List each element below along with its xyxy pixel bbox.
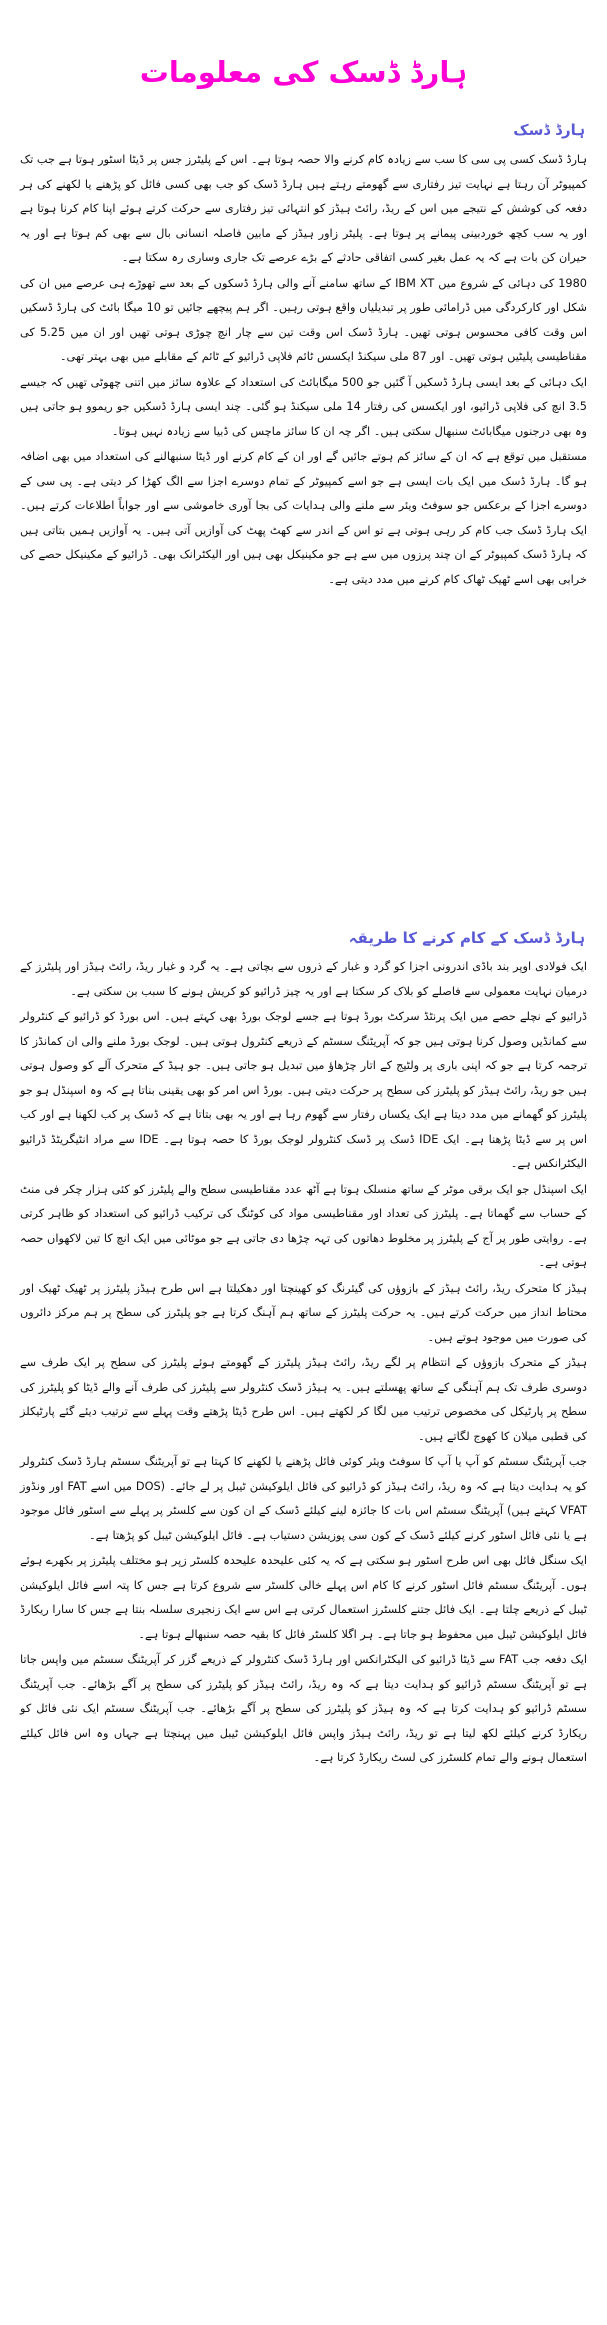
paragraph: مستقبل میں توقع ہے کہ ان کے سائز کم ہوتے جائیں گے اور ان کے کام کرنے اور ڈیٹا سنبھالنے کی استعداد میں بھی اضافہ ہو گا۔ ہارڈ ڈسک میں ایک بات ایسی ہے جو اسے کمپیوٹر کے تمام دوسرے اجزا سے الگ کھڑا کر دیتی ہے۔ پی سی کے دوسرے اجزا کے برعکس جو سوفٹ ویئر سے ملنے والی ہدایات کی بجا آوری خاموشی سے اور جواباً اطلاعات کرتے ہیں۔ ایک ہارڈ ڈسک جب کام کر رہی ہوتی ہے تو اس کے اندر سے کھٹ پھٹ کی آوازیں آتی ہیں۔ یہ آوازیں ہمیں بتاتی ہیں کہ ہارڈ ڈسک کمپیوٹر کے ان چند پرزوں میں سے ہے جو مکینیکل بھی ہیں اور الیکٹرانک بھی۔ ڈرائیو کے مکینیکل حصے کی خرابی بھی اسے ٹھیک ٹھاک کام کرنے میں مدد دیتی ہے۔ — [20, 450, 587, 586]
paragraph: ایک دہائی کے بعد ایسی ہارڈ ڈسکیں آ گئیں جو 500 میگابائٹ کی استعداد کے علاوہ سائز میں اتنی چھوٹی تھیں کہ جیسے 3.5 انچ کی فلاپی ڈرائیو، اور ایکسس کی رفتار 14 ملی سیکنڈ ہو گئی۔ چند ایسی ہارڈ ڈسکیں جو ریموو ہو جاتی ہیں وہ بھی درجنوں میگابائٹ سنبھال سکتی ہیں۔ اگر چہ ان کا سائز ماچس کی ڈبیا سے زیادہ نہیں ہوتا۔ — [20, 375, 587, 438]
paragraph: ایک اسپنڈل جو ایک برقی موٹر کے ساتھ منسلک ہوتا ہے آٹھ عدد مقناطیسی سطح والے پلیٹرز کو کئی ہزار چکر فی منٹ کے حساب سے گھماتا ہے۔ پلیٹرز کی تعداد اور مقناطیسی مواد کی کوٹنگ کی ترکیب ڈرائیو کی استعداد کو ظاہر کرتی ہے۔ روایتی طور پر آج کے پلیٹرز پر مخلوط دھاتوں کی تہہ چڑھا دی جاتی ہے جو موٹائی میں ایک انچ کا تین لاکھواں حصہ ہوتی ہے۔ — [20, 1182, 587, 1269]
paragraph: ایک سنگل فائل بھی اس طرح اسٹور ہو سکتی ہے کہ یہ کئی علیحدہ علیحدہ کلسٹر زپر ہو مختلف پلیٹرز پر بکھرے ہوئے ہوں۔ آپریٹنگ سسٹم فائل اسٹور کرنے کا کام اس پہلے خالی کلسٹر سے شروع کرتا ہے جس کا پتہ اسے فائل ایلوکیشن ٹیبل کے ذریعے چلتا ہے۔ ایک فائل جتنے کلسٹرز استعمال کرتی ہے اس سے ایک زنجیری سلسلہ بنتا ہے جس کا سارا ریکارڈ فائل ایلوکیشن ٹیبل میں محفوظ ہو جاتا ہے۔ ہر اگلا کلسٹر فائل کا بقیہ حصہ سنبھالے ہوتا ہے۔ — [20, 1554, 587, 1641]
paragraph: ڈرائیو کے نچلے حصے میں ایک پرنٹڈ سرکٹ بورڈ ہوتا ہے جسے لوجک بورڈ بھی کہتے ہیں۔ اس بورڈ کو ڈرائیو کے کنٹرولر سے کمانڈیں وصول کرنا ہوتی ہیں جو کہ آپریٹنگ سسٹم کے ذریعے کنٹرول ہوتی ہیں۔ لوجک بورڈ ملنے والی ان کمانڈز کا ترجمہ کرتا ہے جو کہ اپنی باری پر ولٹیج کے اتار چڑھاؤ میں تبدیل ہو جاتی ہیں۔ جو ہیڈ کے متحرک آلے کو وصول ہوتی ہیں جو ریڈ، رائٹ ہیڈز کو پلیٹرز کی سطح پر حرکت دیتی ہیں۔ بورڈ اس امر کو بھی یقینی بناتا ہے کہ وہ اسپنڈل ہو جو پلیٹرز کو گھمانے میں مدد دیتا ہے ایک یکساں رفتار سے گھوم رہا ہے اور یہ بھی بتاتا ہے کہ ڈسک پر کب لکھنا ہے اور کب اس پر سے ڈیٹا پڑھنا ہے۔ ایک IDE ڈسک پر ڈسک کنٹرولر لوجک بورڈ کا حصہ ہوتا ہے۔ IDE سے مراد انٹیگریٹڈ ڈرائیو الیکٹرانکس ہے۔ — [20, 1010, 587, 1170]
paragraph: ہارڈ ڈسک کسی پی سی کا سب سے زیادہ کام کرنے والا حصہ ہوتا ہے۔ اس کے پلیٹرز جس پر ڈیٹا اسٹور ہوتا ہے جب تک کمپیوٹر آن رہتا ہے نہایت تیز رفتاری سے گھومتے رہتے ہیں ہارڈ ڈسک کو جب بھی کسی فائل کو پڑھنے یا لکھنے کی ہر دفعہ کی کوشش کے نتیجے میں اس کے ریڈ، رائٹ ہیڈز کو انتہائی تیز رفتاری سے حرکت کرتے ہوئے اپنا کام کرنا ہوتا ہے اور یہ سب کچھ خوردبینی پیمانے پر ہوتا ہے۔ پلیٹر زاور ہیڈز کے مابین فاصلہ انسانی بال سے بھی کم ہوتا ہے اور یہ حیران کن بات ہے کہ یہ عمل بغیر کسی اتفاقی حادثے کے بڑے عرصے تک جاری وساری رہ سکتا ہے۔ — [20, 153, 587, 264]
section-heading-hard-disk: ہارڈ ڈسک — [513, 121, 585, 139]
section-body-hard-disk — [20, 148, 587, 593]
paragraph: ایک دفعہ جب FAT سے ڈیٹا ڈرائیو کی الیکٹرانکس اور ہارڈ ڈسک کنٹرولر کے ذریعے گزر کر آپریٹنگ سسٹم میں واپس جاتا ہے تو آپریٹنگ سسٹم ڈرائیو کو ہدایت دیتا ہے کہ وہ ریڈ، رائٹ ہیڈز کو پلیٹرز کی سطح پر آگے بڑھائے۔ جب آپریٹنگ سسٹم ڈرائیو کو ہدایت کرتا ہے کہ وہ ہیڈز کو پلیٹرز کی سطح پر آگے بڑھائے۔ جب آپریٹنگ سسٹم ایک نئی فائل کو ریکارڈ کرنے کیلئے لکھ لیتا ہے تو ریڈ، رائٹ ہیڈز واپس فائل ایلوکیشن ٹیبل میں پہنچتا ہے جہاں وہ اس فائل کیلئے استعمال ہونے والے تمام کلسٹرز کی لسٹ ریکارڈ کرتا ہے۔ — [20, 1653, 587, 1764]
paragraph: ہیڈز کا متحرک ریڈ، رائٹ ہیڈز کے بازوؤں کی گیئرنگ کو کھینچتا اور دھکیلتا ہے اس طرح ہیڈز پلیٹرز پر ٹھیک ٹھیک اور محتاط انداز میں حرکت کرتے ہیں۔ یہ حرکت پلیٹرز کے ساتھ ہم آہنگ کرتا ہے جو پلیٹرز کی سطح پر ہم مرکز دائروں کی صورت میں موجود ہوتے ہیں۔ — [20, 1281, 587, 1344]
section-body-how-it-works — [20, 955, 587, 1772]
section-heading-how-it-works: ہارڈ ڈسک کے کام کرنے کا طریقہ — [348, 929, 585, 947]
paragraph: جب آپریٹنگ سسٹم کو آپ یا آپ کا سوفٹ ویئر کوئی فائل پڑھنے یا لکھنے کا کہتا ہے تو آپریٹنگ سسٹم ہارڈ ڈسک کنٹرولر کو یہ ہدایت دیتا ہے کہ وہ ریڈ، رائٹ ہیڈز کو ڈرائیو کی فائل ایلوکیشن ٹیبل پر لے جائے۔ (DOS میں اسے FAT اور ونڈوز VFAT کہتے ہیں) آپریٹنگ سسٹم اس بات کا جائزہ لینے کیلئے ڈسک کے ان کون سے کلسٹر پر پہلے سے اسٹور فائل موجود ہے یا نئی فائل اسٹور کرنے کیلئے ڈسک کے کون سی پوزیشن دستیاب ہے۔ فائل ایلوکیشن ٹیبل کو پڑھتا ہے۔ — [20, 1455, 588, 1542]
paragraph: ایک فولادی اوپر بند باڈی اندرونی اجزا کو گرد و غبار کے ذروں سے بچاتی ہے۔ یہ گرد و غبار ریڈ، رائٹ ہیڈز اور پلیٹرز کے درمیان نہایت معمولی سے فاصلے کو بلاک کر سکتا ہے اور یہ چیز ڈرائیو کو کریش ہونے کا سبب بن سکتی ہے۔ — [20, 960, 587, 998]
paragraph: ہیڈز کے متحرک بازوؤں کے انتظام پر لگے ریڈ، رائٹ ہیڈز پلیٹرز کے گھومتے ہوئے پلیٹرز کی سطح پر ایک طرف سے دوسری طرف تک ہم آہنگی کے ساتھ پھسلتے ہیں۔ یہ ہیڈز ڈسک کنٹرولر سے پلیٹرز کی طرف آنے والے ڈیٹا کو پلیٹرز کی سطح پر پارٹیکل کی مخصوص ترتیب میں لگا کر لکھتے ہیں۔ اس طرح ڈیٹا پڑھتے وقت پہلے سے ترتیب دیئے گئے پارٹیکلز کی قطبی میلان کا کھوج لگاتے ہیں۔ — [20, 1356, 587, 1443]
page-title: ہارڈ ڈسک کی معلومات — [139, 55, 468, 89]
paragraph: 1980 کی دہائی کے شروع میں IBM XT کے ساتھ سامنے آنے والی ہارڈ ڈسکوں کے بعد سے تھوڑے ہی عرصے میں ان کی شکل اور کارکردگی میں ڈرامائی طور پر تبدیلیاں واقع ہوتی رہیں۔ اگر ہم پیچھے جائیں تو 10 میگا بائٹ کی ہارڈ ڈسکیں اس وقت کافی محسوس ہوتی تھیں۔ ہارڈ ڈسک اس وقت تین سے چار انچ چوڑی ہوتی تھیں اور ان میں 5.25 کی مقناطیسی پلیٹیں ہوتی تھیں۔ اور 87 ملی سیکنڈ ایکسس ٹائم فلاپی ڈرائیو کے ٹائم کے مقابلے میں بھی بہتر تھی۔ — [20, 276, 588, 363]
